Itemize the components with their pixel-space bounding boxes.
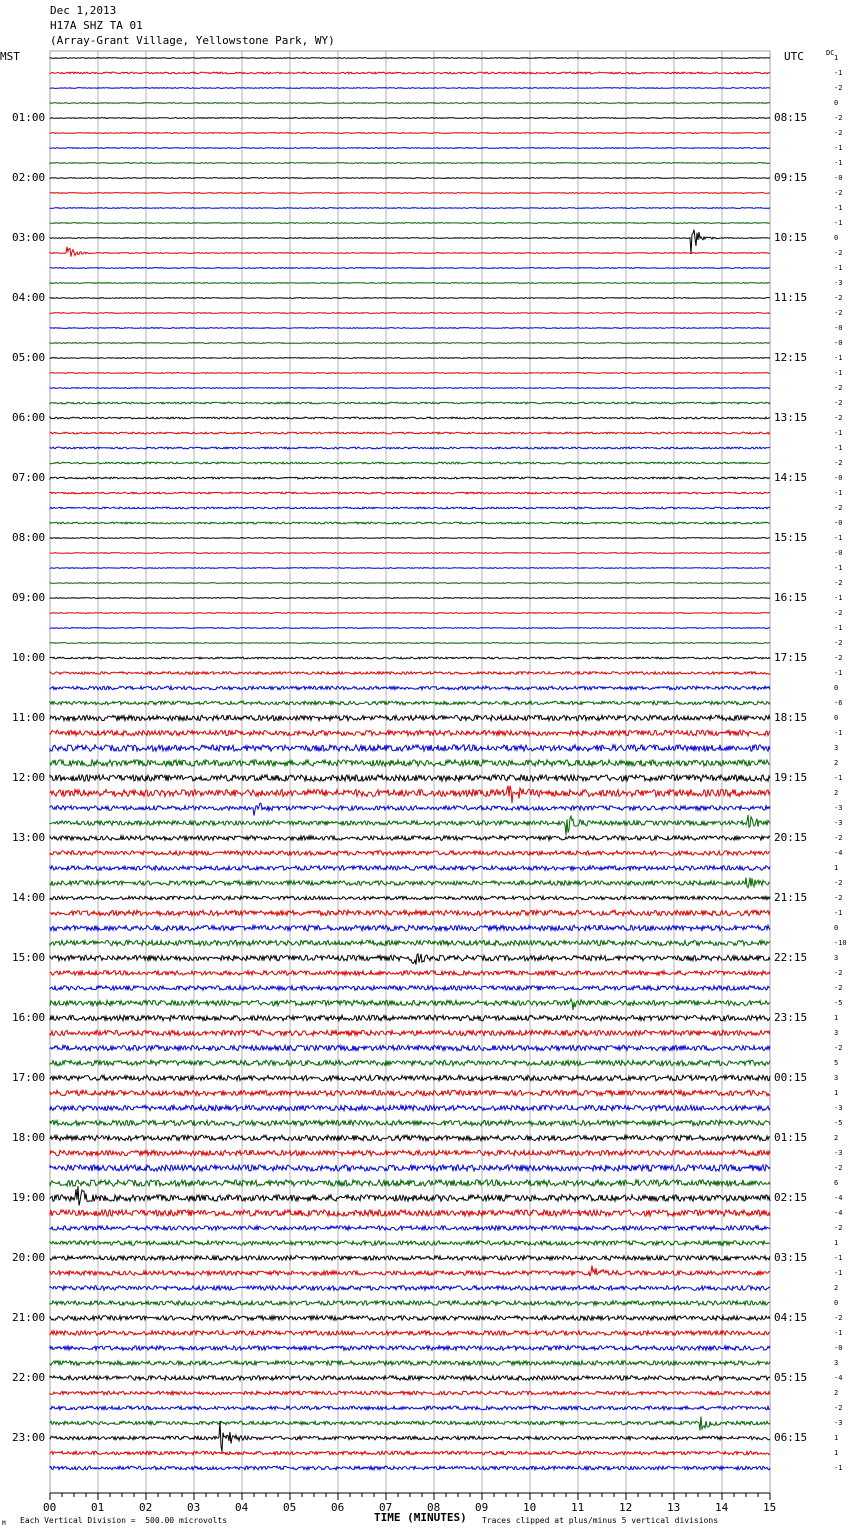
- seismic-trace: [50, 447, 770, 449]
- right-hour-label: 21:15: [774, 891, 808, 904]
- dc-offset-header: DC: [826, 49, 835, 57]
- seismic-trace: [50, 786, 770, 804]
- seismic-trace: [50, 1165, 770, 1171]
- dc-offset-value: 1: [834, 864, 839, 872]
- left-hour-label: 22:00: [12, 1371, 46, 1384]
- seismic-trace: [50, 803, 770, 815]
- dc-offset-value: -0: [834, 1344, 843, 1352]
- dc-offset-value: -0: [834, 339, 843, 347]
- corner-mark: M: [2, 1520, 6, 1527]
- left-hour-label: 23:00: [12, 1431, 46, 1444]
- right-hour-label: 06:15: [774, 1431, 808, 1444]
- seismic-trace: [50, 538, 770, 539]
- dc-offset-value: 1: [834, 1089, 839, 1097]
- left-timezone-label: MST: [0, 50, 20, 63]
- x-tick-label: 07: [379, 1501, 393, 1514]
- seismic-trace: [50, 745, 770, 751]
- left-hour-label: 03:00: [12, 231, 46, 244]
- clip-note: Traces clipped at plus/minus 5 vertical divisions: [482, 1516, 719, 1525]
- dc-offset-value: -5: [834, 1119, 843, 1127]
- dc-offset-value: -4: [834, 1194, 843, 1202]
- seismic-trace: [50, 851, 770, 855]
- seismic-trace: [50, 583, 770, 584]
- seismic-trace: [50, 940, 770, 945]
- seismic-trace: [50, 1226, 770, 1230]
- plot-frame: [50, 51, 770, 1493]
- right-hour-label: 12:15: [774, 351, 808, 364]
- right-hour-label: 01:15: [774, 1131, 808, 1144]
- dc-offset-value: -1: [834, 69, 843, 77]
- dc-offset-value: -1: [834, 909, 843, 917]
- x-tick-label: 05: [283, 1501, 297, 1514]
- seismic-trace: [50, 522, 770, 524]
- left-hour-label: 07:00: [12, 471, 46, 484]
- seismic-trace: [50, 178, 770, 179]
- x-tick-label: 02: [139, 1501, 153, 1514]
- seismic-trace: [50, 1015, 770, 1020]
- seismic-trace: [50, 954, 770, 965]
- dc-offset-value: 1: [834, 54, 839, 62]
- left-hour-label: 10:00: [12, 651, 46, 664]
- dc-offset-value: -1: [834, 1329, 843, 1337]
- seismic-trace: [50, 1301, 770, 1305]
- right-hour-label: 15:15: [774, 531, 808, 544]
- right-hour-label: 17:15: [774, 651, 808, 664]
- dc-offset-value: -1: [834, 1269, 843, 1277]
- seismic-trace: [50, 1466, 770, 1470]
- dc-offset-value: -2: [834, 294, 843, 302]
- seismic-trace: [50, 1030, 770, 1035]
- seismic-trace: [50, 760, 770, 766]
- left-hour-label: 13:00: [12, 831, 46, 844]
- dc-offset-value: 0: [834, 714, 839, 722]
- dc-offset-value: -1: [834, 369, 843, 377]
- seismic-trace: [50, 283, 770, 284]
- dc-offset-value: -0: [834, 324, 843, 332]
- seismic-trace: [50, 1060, 770, 1065]
- right-hour-label: 04:15: [774, 1311, 808, 1324]
- seismic-trace: [50, 477, 770, 479]
- x-tick-label: 08: [427, 1501, 441, 1514]
- dc-offset-value: 6: [834, 1179, 839, 1187]
- dc-offset-value: -2: [834, 309, 843, 317]
- x-tick-label: 15: [763, 1501, 777, 1514]
- dc-offset-value: -2: [834, 969, 843, 977]
- seismic-trace: [50, 1421, 770, 1452]
- seismic-trace: [50, 730, 770, 735]
- dc-offset-value: -3: [834, 804, 843, 812]
- dc-offset-value: 5: [834, 1059, 839, 1067]
- seismic-trace: [50, 358, 770, 359]
- dc-offset-value: 1: [834, 1449, 839, 1457]
- seismic-trace: [50, 1045, 770, 1050]
- seismic-trace: [50, 388, 770, 389]
- right-hour-label: 11:15: [774, 291, 808, 304]
- seismic-trace: [50, 1135, 770, 1140]
- seismic-trace: [50, 1406, 770, 1410]
- dc-offset-value: -1: [834, 624, 843, 632]
- left-hour-label: 11:00: [12, 711, 46, 724]
- seismic-trace: [50, 553, 770, 554]
- dc-offset-value: -2: [834, 114, 843, 122]
- dc-offset-value: -2: [834, 984, 843, 992]
- seismic-trace: [50, 999, 770, 1010]
- dc-offset-value: -2: [834, 654, 843, 662]
- dc-offset-value: -2: [834, 579, 843, 587]
- left-hour-label: 09:00: [12, 591, 46, 604]
- dc-offset-value: -1: [834, 354, 843, 362]
- x-tick-label: 03: [187, 1501, 201, 1514]
- dc-offset-value: -1: [834, 264, 843, 272]
- x-axis-title: TIME (MINUTES): [374, 1511, 467, 1524]
- seismic-trace: [50, 402, 770, 404]
- seismic-trace: [50, 1376, 770, 1380]
- dc-offset-value: -4: [834, 1374, 843, 1382]
- dc-offset-value: -2: [834, 1044, 843, 1052]
- x-tick-label: 14: [715, 1501, 729, 1514]
- dc-offset-value: -0: [834, 549, 843, 557]
- dc-offset-value: 2: [834, 1134, 839, 1142]
- left-hour-label: 16:00: [12, 1011, 46, 1024]
- seismic-trace: [50, 268, 770, 269]
- seismic-trace: [50, 1075, 770, 1080]
- dc-offset-value: -2: [834, 834, 843, 842]
- seismic-trace: [50, 417, 770, 419]
- dc-offset-value: 1: [834, 1014, 839, 1022]
- dc-offset-value: -0: [834, 519, 843, 527]
- dc-offset-value: 1: [834, 1434, 839, 1442]
- seismic-trace: [50, 148, 770, 149]
- dc-offset-value: -2: [834, 414, 843, 422]
- dc-offset-value: -2: [834, 894, 843, 902]
- seismic-trace: [50, 328, 770, 329]
- dc-offset-value: -6: [834, 699, 843, 707]
- right-hour-label: 05:15: [774, 1371, 808, 1384]
- dc-offset-value: -1: [834, 669, 843, 677]
- seismic-trace: [50, 715, 770, 720]
- dc-offset-value: -2: [834, 249, 843, 257]
- dc-offset-value: 0: [834, 924, 839, 932]
- dc-offset-value: -1: [834, 1254, 843, 1262]
- x-tick-label: 04: [235, 1501, 249, 1514]
- dc-offset-value: -1: [834, 144, 843, 152]
- left-hour-label: 20:00: [12, 1251, 46, 1264]
- dc-offset-value: -2: [834, 459, 843, 467]
- dc-offset-value: 3: [834, 1074, 839, 1082]
- seismic-trace: [50, 1451, 770, 1455]
- right-timezone-label: UTC: [784, 50, 804, 63]
- dc-offset-value: 0: [834, 234, 839, 242]
- left-hour-label: 15:00: [12, 951, 46, 964]
- right-hour-label: 16:15: [774, 591, 808, 604]
- seismic-trace: [50, 878, 770, 888]
- seismic-trace: [50, 1120, 770, 1125]
- seismic-trace: [50, 1186, 770, 1205]
- seismic-trace: [50, 643, 770, 644]
- seismic-trace: [50, 507, 770, 509]
- seismic-trace: [50, 58, 770, 59]
- left-hour-label: 01:00: [12, 111, 46, 124]
- seismic-trace: [50, 462, 770, 464]
- seismic-trace: [50, 1210, 770, 1216]
- seismic-trace: [50, 775, 770, 781]
- dc-offset-value: -5: [834, 999, 843, 1007]
- seismic-trace: [50, 208, 770, 209]
- seismic-trace: [50, 1331, 770, 1335]
- x-tick-label: 09: [475, 1501, 489, 1514]
- dc-offset-value: -1: [834, 489, 843, 497]
- right-hour-label: 19:15: [774, 771, 808, 784]
- seismic-trace: [50, 103, 770, 104]
- dc-offset-value: -3: [834, 1419, 843, 1427]
- seismic-trace: [50, 492, 770, 494]
- dc-offset-value: 0: [834, 1299, 839, 1307]
- dc-offset-value: -2: [834, 399, 843, 407]
- dc-offset-value: -2: [834, 1314, 843, 1322]
- seismic-trace: [50, 1391, 770, 1395]
- dc-offset-value: -3: [834, 819, 843, 827]
- seismic-trace: [50, 343, 770, 344]
- seismic-trace: [50, 657, 770, 659]
- seismic-trace: [50, 72, 770, 74]
- right-hour-label: 18:15: [774, 711, 808, 724]
- x-tick-label: 00: [43, 1501, 57, 1514]
- dc-offset-value: 0: [834, 684, 839, 692]
- seismic-trace: [50, 1256, 770, 1260]
- right-hour-label: 13:15: [774, 411, 808, 424]
- x-tick-label: 10: [523, 1501, 537, 1514]
- seismic-trace: [50, 836, 770, 840]
- dc-offset-value: -1: [834, 429, 843, 437]
- x-tick-label: 01: [91, 1501, 105, 1514]
- left-hour-label: 04:00: [12, 291, 46, 304]
- dc-offset-value: -1: [834, 774, 843, 782]
- right-hour-label: 09:15: [774, 171, 808, 184]
- seismic-trace: [50, 971, 770, 975]
- seismic-trace: [50, 163, 770, 164]
- dc-offset-value: 2: [834, 1284, 839, 1292]
- dc-offset-value: -1: [834, 1464, 843, 1472]
- right-hour-label: 22:15: [774, 951, 808, 964]
- right-hour-label: 03:15: [774, 1251, 808, 1264]
- seismic-trace: [50, 298, 770, 299]
- seismic-trace: [50, 247, 770, 257]
- dc-offset-value: -1: [834, 444, 843, 452]
- seismic-trace: [50, 1416, 770, 1430]
- dc-offset-value: -4: [834, 1209, 843, 1217]
- dc-offset-value: 1: [834, 1239, 839, 1247]
- dc-offset-value: -1: [834, 159, 843, 167]
- dc-offset-value: -1: [834, 594, 843, 602]
- dc-offset-value: 3: [834, 1029, 839, 1037]
- dc-offset-value: -1: [834, 219, 843, 227]
- left-hour-label: 05:00: [12, 351, 46, 364]
- seismic-trace: [50, 866, 770, 870]
- left-hour-label: 19:00: [12, 1191, 46, 1204]
- dc-offset-value: 0: [834, 99, 839, 107]
- seismic-trace: [50, 88, 770, 89]
- seismic-trace: [50, 1241, 770, 1245]
- dc-offset-value: 3: [834, 1359, 839, 1367]
- dc-offset-value: -10: [834, 939, 847, 947]
- seismic-trace: [50, 1346, 770, 1350]
- dc-offset-value: -3: [834, 1149, 843, 1157]
- dc-offset-value: -1: [834, 204, 843, 212]
- dc-offset-value: -1: [834, 729, 843, 737]
- dc-offset-value: -2: [834, 189, 843, 197]
- dc-offset-value: 3: [834, 744, 839, 752]
- scale-note: Each Vertical Division = 500.00 microvolts: [20, 1516, 228, 1525]
- seismic-trace: [50, 925, 770, 930]
- seismic-trace: [50, 230, 770, 254]
- seismic-trace: [50, 613, 770, 614]
- dc-offset-value: -2: [834, 504, 843, 512]
- left-hour-label: 08:00: [12, 531, 46, 544]
- seismic-trace: [50, 1150, 770, 1155]
- right-hour-label: 23:15: [774, 1011, 808, 1024]
- dc-offset-value: -1: [834, 564, 843, 572]
- dc-offset-value: -2: [834, 639, 843, 647]
- seismic-trace: [50, 896, 770, 900]
- seismic-trace: [50, 193, 770, 194]
- right-hour-label: 02:15: [774, 1191, 808, 1204]
- right-hour-label: 08:15: [774, 111, 808, 124]
- dc-offset-value: -2: [834, 1224, 843, 1232]
- seismic-trace: [50, 313, 770, 314]
- seismic-trace: [50, 1286, 770, 1290]
- left-hour-label: 17:00: [12, 1071, 46, 1084]
- dc-offset-value: -3: [834, 1104, 843, 1112]
- x-tick-label: 11: [571, 1501, 585, 1514]
- dc-offset-value: 2: [834, 759, 839, 767]
- seismic-trace: [50, 1266, 770, 1277]
- seismic-trace: [50, 133, 770, 134]
- seismic-trace: [50, 986, 770, 990]
- seismic-trace: [50, 598, 770, 599]
- seismic-trace: [50, 432, 770, 434]
- seismic-trace: [50, 686, 770, 690]
- dc-offset-value: -2: [834, 1164, 843, 1172]
- seismic-trace: [50, 701, 770, 705]
- left-hour-label: 06:00: [12, 411, 46, 424]
- dc-offset-value: -2: [834, 84, 843, 92]
- seismic-trace: [50, 815, 770, 835]
- dc-offset-value: 2: [834, 789, 839, 797]
- record-date: Dec 1,2013: [50, 4, 117, 17]
- seismic-trace: [50, 1180, 770, 1186]
- x-tick-label: 12: [619, 1501, 633, 1514]
- seismic-trace: [50, 1090, 770, 1095]
- seismic-trace: [50, 118, 770, 119]
- dc-offset-value: -1: [834, 534, 843, 542]
- dc-offset-value: -0: [834, 474, 843, 482]
- seismic-trace: [50, 628, 770, 629]
- dc-offset-value: -2: [834, 609, 843, 617]
- dc-offset-value: 2: [834, 1389, 839, 1397]
- station-id: H17A SHZ TA 01: [50, 19, 143, 32]
- dc-offset-value: 3: [834, 954, 839, 962]
- x-tick-label: 06: [331, 1501, 345, 1514]
- dc-offset-value: -2: [834, 1404, 843, 1412]
- left-hour-label: 14:00: [12, 891, 46, 904]
- seismic-trace: [50, 1361, 770, 1365]
- seismic-trace: [50, 1105, 770, 1110]
- seismic-trace: [50, 223, 770, 224]
- station-location: (Array-Grant Village, Yellowstone Park, WY): [50, 34, 335, 47]
- right-hour-label: 14:15: [774, 471, 808, 484]
- dc-offset-value: -2: [834, 384, 843, 392]
- x-tick-label: 13: [667, 1501, 681, 1514]
- left-hour-label: 12:00: [12, 771, 46, 784]
- seismic-trace: [50, 568, 770, 569]
- dc-offset-value: -2: [834, 129, 843, 137]
- left-hour-label: 02:00: [12, 171, 46, 184]
- left-hour-label: 18:00: [12, 1131, 46, 1144]
- right-hour-label: 00:15: [774, 1071, 808, 1084]
- seismic-trace: [50, 373, 770, 374]
- seismic-trace: [50, 910, 770, 915]
- right-hour-label: 10:15: [774, 231, 808, 244]
- right-hour-label: 20:15: [774, 831, 808, 844]
- dc-offset-value: -3: [834, 279, 843, 287]
- dc-offset-value: -2: [834, 879, 843, 887]
- seismic-trace: [50, 1316, 770, 1320]
- seismic-trace: [50, 672, 770, 675]
- left-hour-label: 21:00: [12, 1311, 46, 1324]
- dc-offset-value: -0: [834, 174, 843, 182]
- dc-offset-value: -4: [834, 849, 843, 857]
